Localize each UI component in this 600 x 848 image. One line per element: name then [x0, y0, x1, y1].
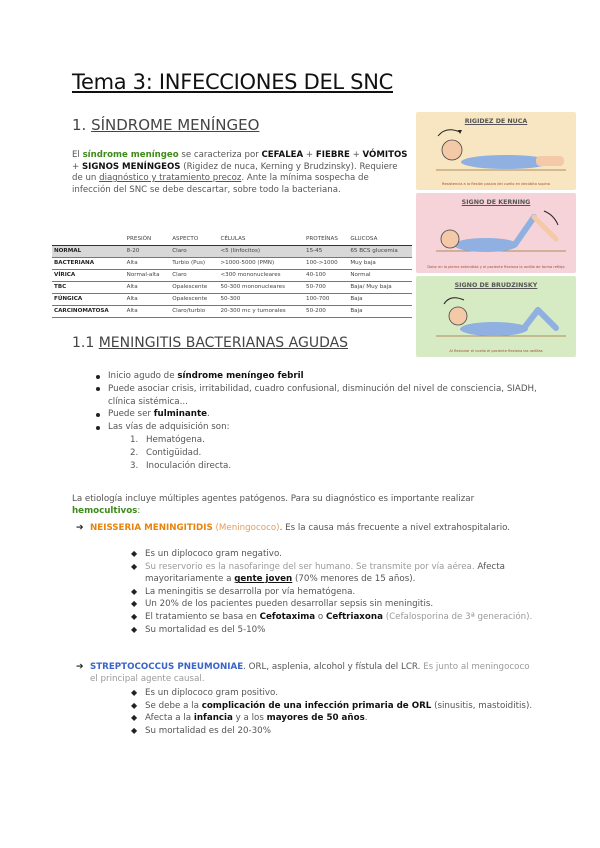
- text: (Cefalosporina de 3ª generación).: [382, 611, 533, 622]
- list-item: [131, 712, 545, 725]
- table-cell: NORMAL: [52, 245, 125, 257]
- text: (Meningococo): [212, 523, 280, 533]
- column-header: CÉLULAS: [218, 233, 304, 245]
- text: +: [349, 150, 363, 160]
- table-cell: VÍRICA: [52, 269, 125, 281]
- section-number: 1.: [72, 116, 87, 134]
- table-cell: 50-200: [304, 305, 348, 317]
- diamond-icon: ◆: [131, 586, 138, 596]
- table-cell: Alta: [125, 293, 171, 305]
- table-cell: BACTERIANA: [52, 257, 125, 269]
- section-heading-1: [72, 116, 259, 134]
- text: Inicio agudo de: [108, 371, 178, 381]
- panel-rigidez-nuca: [416, 112, 576, 190]
- item-number: 1.: [130, 434, 139, 445]
- text: Inoculación directa.: [146, 460, 232, 471]
- text: Un 20% de los pacientes pueden desarrollar sepsis sin meningitis.: [145, 599, 434, 610]
- text: La etiología incluye múltiples agentes patógenos. Para su diagnóstico es importante realizar: [72, 494, 475, 504]
- bold-term: SIGNOS MENÍNGEOS: [81, 161, 181, 172]
- arrow-icon: ➔: [76, 662, 84, 672]
- diamond-icon: ◆: [131, 713, 138, 723]
- text: o: [315, 611, 326, 622]
- diamond-icon: ◆: [131, 561, 138, 571]
- panel-title: SIGNO DE KERNING: [461, 199, 531, 206]
- list-item: [108, 421, 548, 434]
- column-header: [52, 233, 125, 245]
- table-cell: Baja: [348, 305, 412, 317]
- text: . Es la causa más frecuente a nivel extrahospitalario.: [279, 523, 511, 533]
- numbered-item: [108, 447, 548, 460]
- bold-term: gente joven: [234, 574, 293, 585]
- term-highlight: hemocultivos: [72, 506, 138, 517]
- diamond-icon: ◆: [131, 549, 138, 558]
- numbered-item: [108, 434, 548, 447]
- section-title: SÍNDROME MENÍNGEO: [91, 116, 260, 134]
- table-row: [52, 305, 412, 317]
- table-row: [52, 257, 412, 269]
- table-cell: Claro: [170, 245, 218, 257]
- table-cell: Claro: [170, 269, 218, 281]
- text: . ORL, asplenia, alcohol y fístula del LCR.: [243, 662, 424, 672]
- arrow-icon: ➔: [76, 523, 84, 533]
- pathogen-name: NEISSERIA MENINGITIDIS: [90, 523, 213, 533]
- table-cell: 15-45: [304, 245, 348, 257]
- text: Su reservorio es la nasofaringe del ser humano. Se transmite por vía aérea.: [145, 561, 478, 572]
- list-item: [131, 598, 545, 611]
- item-number: 2.: [130, 447, 139, 458]
- panel-caption: Dolor en la pierna extendida y el paciente flexiona la rodilla de forma refleja: [427, 265, 565, 269]
- text: Puede asociar crisis, irritabilidad, cuadro confusional, disminución del nivel de consciencia, SIADH, clínica sistémica...: [108, 383, 537, 407]
- panel-signo-brudzinsky: [416, 276, 576, 357]
- bold-term: Cefotaxima: [259, 611, 316, 622]
- bold-term: FIEBRE: [315, 150, 350, 160]
- panel-caption: Resistencia a la flexión pasiva del cuello en decúbito supino: [442, 182, 550, 186]
- bold-term: complicación de una infección primaria de ORL: [201, 700, 432, 711]
- list-item: [131, 687, 545, 700]
- section-title: MENINGITIS BACTERIANAS AGUDAS: [98, 335, 349, 351]
- column-header: GLUCOSA: [348, 233, 412, 245]
- item-number: 3.: [130, 460, 139, 471]
- table-cell: <5 (linfocitos): [218, 245, 304, 257]
- table-cell: 100->1000: [304, 257, 348, 269]
- table-cell: Muy baja: [348, 257, 412, 269]
- panel-title: SIGNO DE BRUDZINSKY: [454, 282, 538, 289]
- table-cell: 50-700: [304, 281, 348, 293]
- list-item: [131, 624, 545, 637]
- text: se caracteriza por: [178, 150, 262, 160]
- table-cell: Opalescente: [170, 281, 218, 293]
- intro-paragraph: [72, 150, 410, 196]
- text: El tratamiento se basa en: [145, 611, 260, 622]
- text: La meningitis se desarrolla por vía hematógena.: [145, 586, 356, 597]
- diamond-icon: ◆: [131, 700, 138, 710]
- text: Es un diplococo gram negativo.: [145, 549, 282, 559]
- text: Contigüidad.: [146, 447, 202, 458]
- text: Es junto al meningococo el principal agente causal.: [90, 662, 530, 685]
- text: .: [364, 713, 368, 724]
- streptococcus-details: [131, 687, 545, 737]
- section-number: 1.1: [72, 335, 95, 351]
- list-item: [108, 383, 548, 409]
- list-item: [131, 561, 545, 586]
- patient-brudzinsky-illustration: [416, 276, 576, 357]
- numbered-item: [108, 460, 548, 473]
- table-header-row: [52, 233, 412, 245]
- text: (sinusitis, mastoiditis).: [431, 700, 533, 711]
- text: Su mortalidad es del 20-30%: [145, 725, 271, 736]
- list-item: [108, 370, 548, 383]
- table-cell: Normal: [348, 269, 412, 281]
- table-cell: Opalescente: [170, 293, 218, 305]
- etiology-paragraph: [72, 493, 542, 517]
- text: Afecta mayoritariamente a: [145, 561, 505, 585]
- diamond-icon: ◆: [131, 688, 138, 697]
- patient-neck-illustration: [416, 112, 576, 190]
- table-cell: Baja: [348, 293, 412, 305]
- table-cell: Normal-alta: [125, 269, 171, 281]
- text: +: [303, 150, 316, 160]
- table-cell: 100-700: [304, 293, 348, 305]
- table-cell: Baja/ Muy baja: [348, 281, 412, 293]
- table-cell: 40-100: [304, 269, 348, 281]
- table-row: [52, 281, 412, 293]
- column-header: PROTEÍNAS: [304, 233, 348, 245]
- term-highlight: síndrome meníngeo: [82, 150, 179, 160]
- diamond-icon: ◆: [131, 624, 138, 634]
- pathogen-streptococcus: [76, 661, 530, 685]
- list-item: [131, 548, 545, 561]
- table-cell: Alta: [125, 257, 171, 269]
- panel-title: RIGIDEZ DE NUCA: [464, 118, 528, 125]
- panel-signo-kerning: [416, 193, 576, 273]
- text: y a los: [232, 713, 267, 724]
- text: Las vías de adquisición son:: [108, 422, 230, 433]
- column-header: ASPECTO: [170, 233, 218, 245]
- section-heading-1-1: [72, 335, 348, 351]
- bold-term: CEFALEA: [261, 150, 304, 160]
- table-cell: CARCINOMATOSA: [52, 305, 125, 317]
- table-cell: >1000-5000 (PMN): [218, 257, 304, 269]
- pathogen-neisseria: [76, 522, 530, 534]
- text: +: [72, 161, 82, 172]
- csf-table: [52, 233, 412, 318]
- table-row: [52, 293, 412, 305]
- table-cell: 8-20: [125, 245, 171, 257]
- table-cell: TBC: [52, 281, 125, 293]
- text: Su mortalidad es del 5-10%: [145, 624, 266, 635]
- list-item: [131, 700, 545, 713]
- bold-term: VÓMITOS: [362, 150, 408, 160]
- table-cell: Turbio (Pus): [170, 257, 218, 269]
- diamond-icon: ◆: [131, 725, 138, 735]
- table-cell: 50-300: [218, 293, 304, 305]
- table-row: [52, 245, 412, 257]
- column-header: PRESIÓN: [125, 233, 171, 245]
- list-item: [131, 586, 545, 599]
- text: El: [72, 150, 83, 160]
- table-row: [52, 269, 412, 281]
- table-cell: FÚNGICA: [52, 293, 125, 305]
- panel-caption: Al flexionar el cuello el paciente flexiona las rodillas: [449, 349, 543, 353]
- list-item: [131, 611, 545, 624]
- table-cell: 20-300 mc y tumorales: [218, 305, 304, 317]
- diamond-icon: ◆: [131, 599, 138, 609]
- text: (Rigidez de nuca, Kerning y Brudzinsky). Requiere de un: [72, 161, 398, 183]
- list-item: [131, 725, 545, 738]
- bold-term: Ceftriaxona: [325, 611, 383, 622]
- text: Es un diplococo gram positivo.: [145, 688, 278, 698]
- table-cell: Alta: [125, 281, 171, 293]
- bullet-list: [108, 370, 548, 472]
- table-cell: Claro/turbio: [170, 305, 218, 317]
- bold-term: fulminante: [153, 409, 208, 420]
- neisseria-details: [131, 548, 545, 636]
- text: (70% menores de 15 años).: [292, 574, 416, 585]
- meningeal-signs-figure: [416, 112, 576, 357]
- text: .: [207, 409, 210, 420]
- diamond-icon: ◆: [131, 611, 138, 621]
- table-cell: <300 mononucleares: [218, 269, 304, 281]
- table-cell: 50-300 mononucleares: [218, 281, 304, 293]
- text: Se debe a la: [145, 700, 202, 711]
- text: Hematógena.: [146, 434, 205, 445]
- table-cell: Alta: [125, 305, 171, 317]
- text: . Ante la mínima sospecha de infección del SNC se debe descartar, sobre todo la bacteriana.: [72, 173, 369, 195]
- bold-term: síndrome meníngeo febril: [177, 371, 304, 381]
- patient-kerning-illustration: [416, 193, 576, 273]
- table-cell: 65 BCS glucemia: [348, 245, 412, 257]
- underlined-term: diagnóstico y tratamiento precoz: [99, 173, 242, 183]
- text: Puede ser: [108, 409, 154, 420]
- list-item: [108, 408, 548, 421]
- text: Afecta a la: [145, 713, 194, 724]
- pathogen-name: STREPTOCOCCUS PNEUMONIAE: [90, 662, 244, 672]
- text: :: [137, 506, 141, 517]
- page-title: Tema 3: INFECCIONES DEL SNC: [72, 70, 393, 94]
- bold-term: mayores de 50 años: [266, 713, 365, 724]
- bold-term: infancia: [193, 713, 233, 724]
